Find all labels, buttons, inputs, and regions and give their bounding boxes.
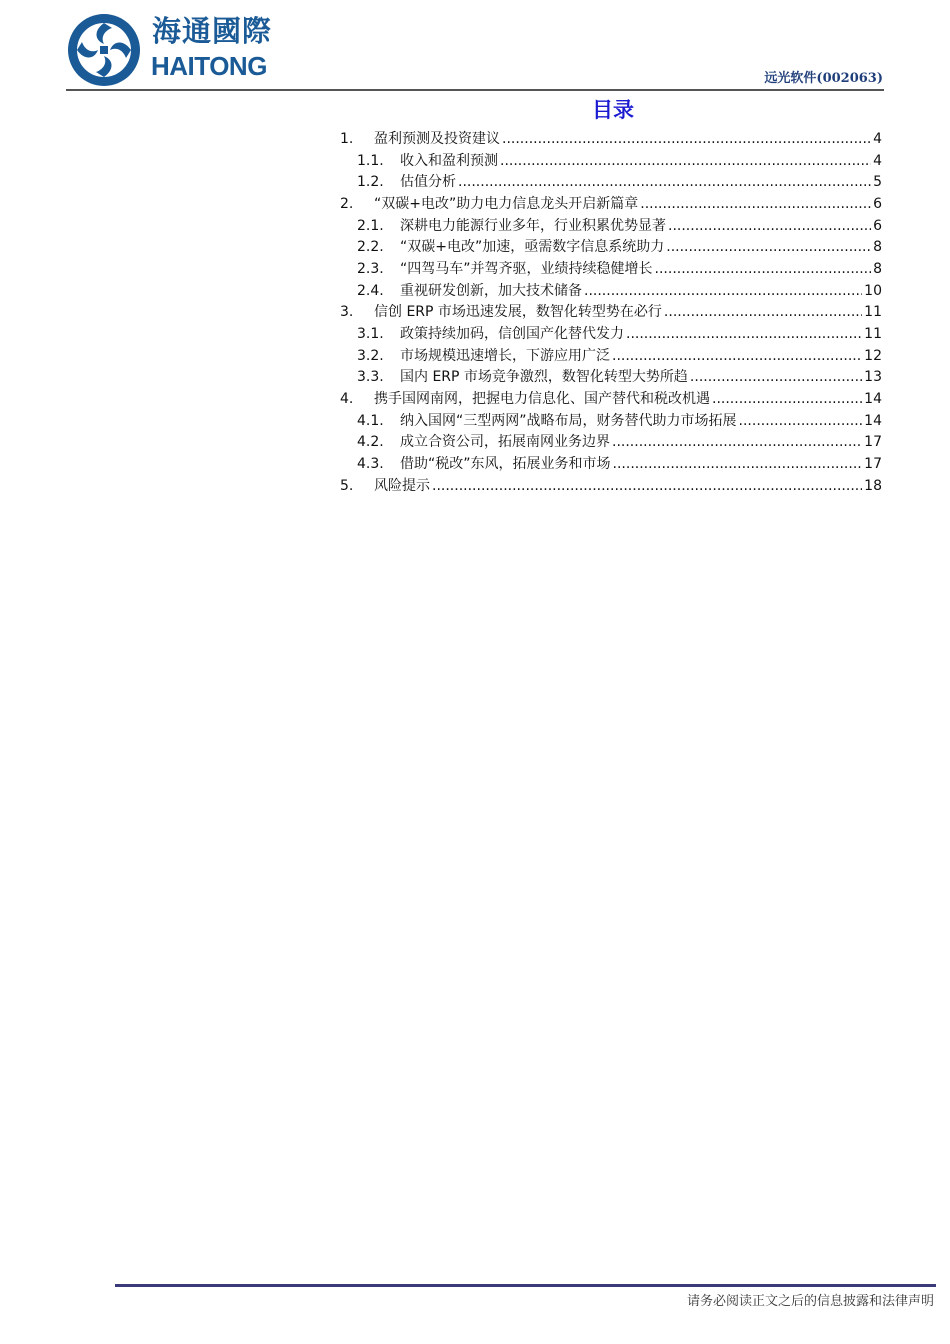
toc-entry-title[interactable]: “四驾马车”并驾齐驱，业绩持续稳健增长 (400, 260, 653, 277)
toc-entry-number: 2.2. (357, 239, 384, 256)
toc-entry-page[interactable]: 12 (864, 347, 882, 364)
toc-entry-page[interactable]: 17 (864, 434, 882, 451)
toc-entry[interactable] (340, 345, 882, 367)
toc-entry-number: 1.2. (357, 174, 384, 191)
footer-disclaimer: 请务必阅读正文之后的信息披露和法律声明 (686, 1294, 934, 1309)
toc-leader-dots (739, 411, 863, 431)
toc-leader-dots (432, 476, 862, 496)
toc-entry-title[interactable]: 成立合资公司，拓展南网业务边界 (400, 434, 610, 451)
toc-entry-number: 4.3. (357, 456, 384, 473)
toc-leader-dots (500, 151, 871, 171)
toc-entry-title[interactable]: 估值分析 (400, 174, 456, 191)
toc-entry-number: 4.2. (357, 434, 384, 451)
toc-entry-number: 5. (340, 477, 354, 494)
logo-english-text: HAITONG (151, 51, 267, 81)
toc-leader-dots (626, 324, 862, 344)
toc-entry-page[interactable]: 5 (873, 174, 882, 191)
toc-entry-title[interactable]: 政策持续加码，信创国产化替代发力 (400, 326, 624, 343)
toc-entry-page[interactable]: 6 (873, 195, 882, 212)
toc-leader-dots (613, 454, 863, 474)
toc-entry-page[interactable]: 4 (873, 152, 882, 169)
toc-entry-page[interactable]: 14 (864, 412, 882, 429)
toc-leader-dots (612, 432, 862, 452)
toc-entry[interactable] (340, 323, 882, 345)
toc-leader-dots (664, 302, 862, 322)
toc-leader-dots (712, 389, 862, 409)
toc-entry-page[interactable]: 14 (864, 391, 882, 408)
header-divider (66, 89, 884, 91)
toc-entry-page[interactable]: 17 (864, 456, 882, 473)
toc-entry-number: 3.3. (357, 369, 384, 386)
toc-leader-dots (612, 346, 862, 366)
toc-entry-number: 3.2. (357, 347, 384, 364)
table-of-contents (340, 128, 882, 497)
toc-entry-page[interactable]: 6 (873, 217, 882, 234)
toc-entry[interactable] (340, 302, 882, 324)
toc-entry-page[interactable]: 11 (864, 304, 882, 321)
toc-entry-page[interactable]: 13 (864, 369, 882, 386)
toc-entry-page[interactable]: 18 (864, 477, 882, 494)
toc-entry[interactable] (340, 388, 882, 410)
toc-entry[interactable] (340, 453, 882, 475)
toc-entry-page[interactable]: 8 (873, 260, 882, 277)
toc-entry[interactable] (340, 280, 882, 302)
toc-entry-number: 4. (340, 391, 354, 408)
toc-entry[interactable] (340, 236, 882, 258)
toc-entry-title[interactable]: 携手国网南网，把握电力信息化、国产替代和税改机遇 (374, 391, 710, 408)
haitong-logo-icon (66, 12, 142, 88)
toc-entry-number: 1.1. (357, 152, 384, 169)
toc-leader-dots (458, 172, 871, 192)
toc-entry-title[interactable]: 市场规模迅速增长，下游应用广泛 (400, 347, 610, 364)
toc-entry-title[interactable]: 纳入国网“三型两网”战略布局，财务替代助力市场拓展 (400, 412, 737, 429)
toc-leader-dots (502, 129, 871, 149)
toc-entry-title[interactable]: 借助“税改”东风，拓展业务和市场 (400, 456, 611, 473)
toc-entry[interactable] (340, 432, 882, 454)
toc-entry-number: 2.4. (357, 282, 384, 299)
toc-entry[interactable] (340, 258, 882, 280)
toc-entry[interactable] (340, 367, 882, 389)
toc-entry-title[interactable]: “双碳+电改”加速，亟需数字信息系统助力 (400, 239, 665, 256)
toc-entry-title[interactable]: 重视研发创新，加大技术储备 (400, 282, 582, 299)
toc-entry-number: 2. (340, 195, 354, 212)
toc-entry-page[interactable]: 8 (873, 239, 882, 256)
toc-entry[interactable] (340, 215, 882, 237)
toc-entry[interactable] (340, 475, 882, 497)
toc-entry-page[interactable]: 10 (864, 282, 882, 299)
toc-entry-number: 4.1. (357, 412, 384, 429)
toc-leader-dots (668, 216, 871, 236)
stock-ticker: 远光软件(002063) (764, 71, 883, 86)
toc-entry-title[interactable]: 收入和盈利预测 (400, 152, 498, 169)
logo-chinese-text: 海通國際 (152, 14, 273, 48)
toc-entry-number: 2.3. (357, 260, 384, 277)
toc-leader-dots (690, 367, 862, 387)
toc-leader-dots (666, 237, 871, 257)
toc-entry-title[interactable]: 风险提示 (374, 477, 430, 494)
toc-entry-title[interactable]: 信创 ERP 市场迅速发展，数智化转型势在必行 (374, 304, 662, 321)
toc-entry-number: 3.1. (357, 326, 384, 343)
toc-entry[interactable] (340, 410, 882, 432)
toc-entry-number: 3. (340, 304, 354, 321)
toc-entry[interactable] (340, 150, 882, 172)
toc-leader-dots (655, 259, 872, 279)
toc-entry[interactable] (340, 171, 882, 193)
toc-entry-title[interactable]: “双碳+电改”助力电力信息龙头开启新篇章 (374, 195, 639, 212)
toc-leader-dots (584, 281, 862, 301)
toc-entry-number: 1. (340, 130, 354, 147)
toc-entry[interactable] (340, 128, 882, 150)
toc-leader-dots (640, 194, 871, 214)
toc-entry-page[interactable]: 4 (873, 130, 882, 147)
toc-entry-title[interactable]: 深耕电力能源行业多年，行业积累优势显著 (400, 217, 666, 234)
toc-entry-page[interactable]: 11 (864, 326, 882, 343)
toc-title: 目录 (592, 98, 634, 122)
toc-entry-number: 2.1. (357, 217, 384, 234)
toc-entry-title[interactable]: 盈利预测及投资建议 (374, 130, 500, 147)
footer-divider (115, 1284, 936, 1287)
toc-entry[interactable] (340, 193, 882, 215)
toc-entry-title[interactable]: 国内 ERP 市场竞争激烈，数智化转型大势所趋 (400, 369, 688, 386)
